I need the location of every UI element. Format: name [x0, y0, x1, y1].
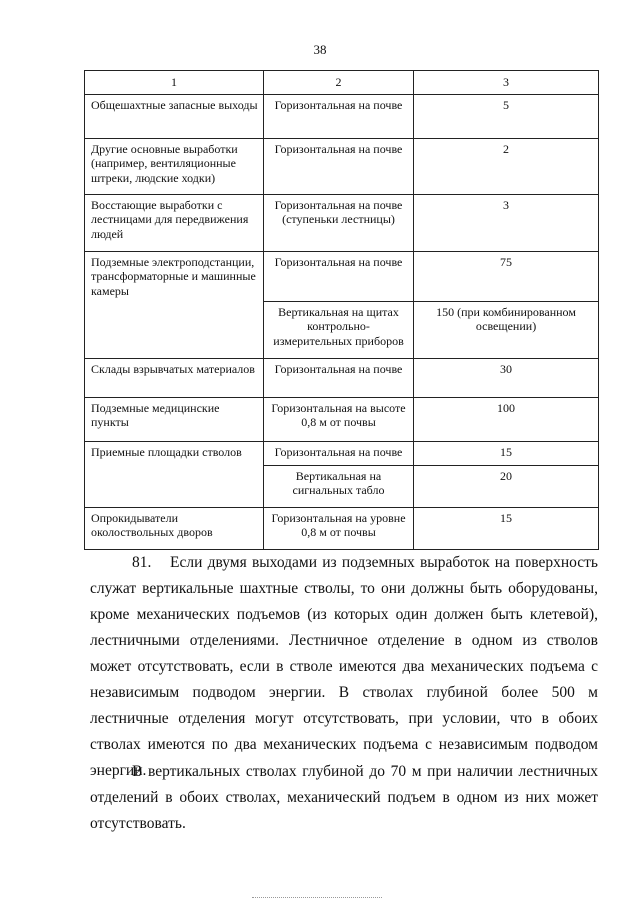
- table-row: [85, 358, 599, 397]
- table-row: [85, 94, 599, 138]
- table-cell-plane: Горизонтальная на почве (ступеньки лестницы): [264, 194, 414, 251]
- table-cell-place: Восстающие выработки с лестницами для передвижения людей: [85, 194, 264, 251]
- table-cell-place: Общешахтные запасные выходы: [85, 94, 264, 138]
- table-cell-plane: Горизонтальная на почве: [264, 251, 414, 301]
- table-cell-place: Опрокидыватели околоствольных дворов: [85, 507, 264, 549]
- table-header-cell: 2: [264, 71, 414, 95]
- table-cell-place: [85, 465, 264, 507]
- table-cell-value: 150 (при комбинированном освещении): [414, 301, 599, 358]
- paragraph-81: [90, 550, 598, 784]
- table-cell-place: Склады взрывчатых материалов: [85, 358, 264, 397]
- table-header-row: [85, 71, 599, 95]
- footer-divider: [252, 897, 382, 898]
- paragraph-81-text: Если двумя выходами из подземных выработок на поверхность служат вертикальные шахтные стволы, то они должны быть оборудованы, кроме механических подъемов (из которых один должен быть клетевой), лестничными отделениями. Лестничное отделение в одном из стволов может отсутствовать, если в стволе имеются два механических подъема с независимым подводом энергии. В стволах глубиной более 500 м лестничные отделения могут отсутствовать, при условии, что в обоих стволах имеются по два механических подъема с независимым подводом энергии.: [90, 554, 598, 779]
- table-header-cell: 3: [414, 71, 599, 95]
- table-cell-value: 5: [414, 94, 599, 138]
- table-cell-plane: Горизонтальная на высоте 0,8 м от почвы: [264, 397, 414, 441]
- table-cell-place: Другие основные выработки (например, вентиляционные штреки, людские ходки): [85, 138, 264, 194]
- table-row: [85, 138, 599, 194]
- table-header-cell: 1: [85, 71, 264, 95]
- table-cell-value: 2: [414, 138, 599, 194]
- table-cell-value: 20: [414, 465, 599, 507]
- table-cell-value: 75: [414, 251, 599, 301]
- illumination-table: [84, 70, 599, 550]
- table-cell-place: Подземные электроподстанции, трансформаторные и машинные камеры: [85, 251, 264, 301]
- table-row: [85, 194, 599, 251]
- table-cell-place: [85, 301, 264, 358]
- table-cell-plane: Горизонтальная на почве: [264, 358, 414, 397]
- table-cell-value: 15: [414, 507, 599, 549]
- table-cell-value: 15: [414, 441, 599, 465]
- table-row: [85, 465, 599, 507]
- table-cell-plane: Горизонтальная на почве: [264, 441, 414, 465]
- page-number: 38: [313, 42, 327, 57]
- paragraph-shallow-shafts: [90, 759, 598, 837]
- table-cell-place: Подземные медицинские пункты: [85, 397, 264, 441]
- table-cell-plane: Горизонтальная на уровне 0,8 м от почвы: [264, 507, 414, 549]
- table-cell-value: 30: [414, 358, 599, 397]
- table-cell-plane: Вертикальная на щитах контрольно-измерительных приборов: [264, 301, 414, 358]
- table-row: [85, 251, 599, 301]
- table-row: [85, 397, 599, 441]
- table-cell-place: Приемные площадки стволов: [85, 441, 264, 465]
- table-row: [85, 301, 599, 358]
- table-cell-value: 100: [414, 397, 599, 441]
- table-cell-plane: Горизонтальная на почве: [264, 94, 414, 138]
- table-row: [85, 507, 599, 549]
- table-cell-value: 3: [414, 194, 599, 251]
- paragraph-shallow-shafts-text: В вертикальных стволах глубиной до 70 м при наличии лестничных отделений в обоих стволах, механический подъем в одном из них может отсутствовать.: [90, 763, 598, 832]
- table-row: [85, 441, 599, 465]
- paragraph-number: 81.: [132, 554, 152, 571]
- table-cell-plane: Вертикальная на сигнальных табло: [264, 465, 414, 507]
- table-cell-plane: Горизонтальная на почве: [264, 138, 414, 194]
